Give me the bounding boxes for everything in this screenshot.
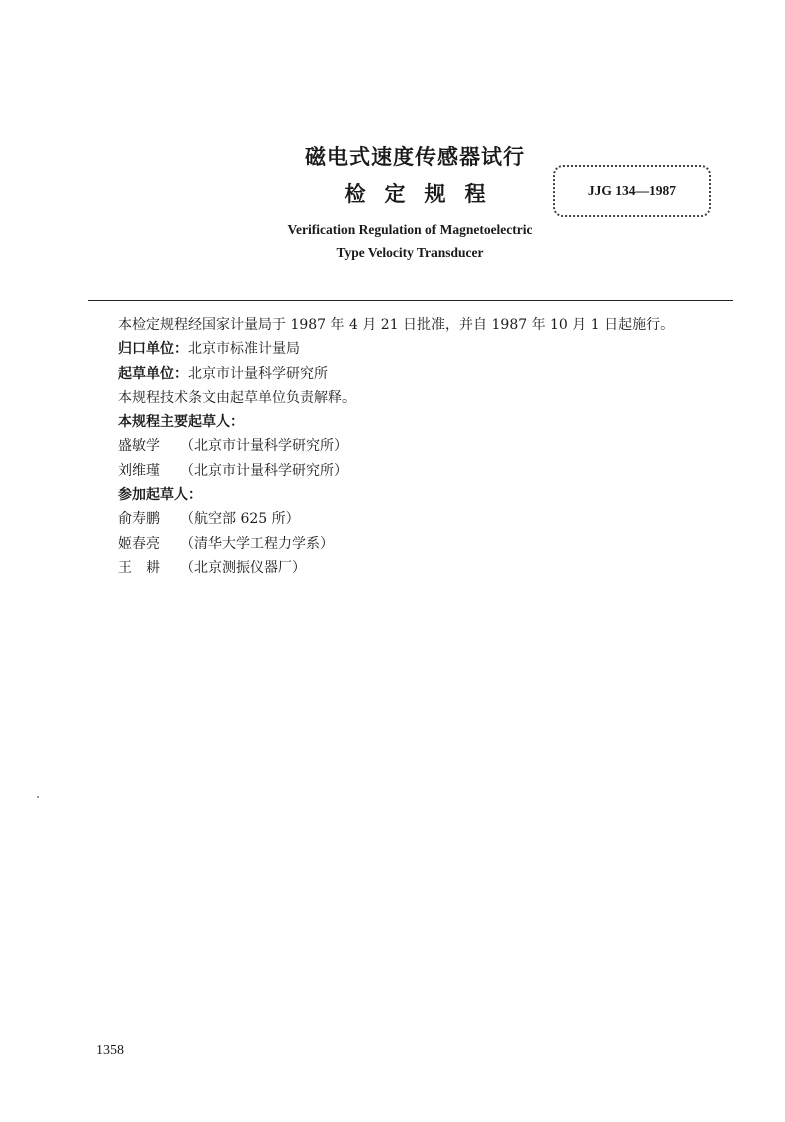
participant-name: 姬春亮	[118, 535, 160, 552]
interpretation-statement: 本规程技术条文由起草单位负责解释。	[118, 389, 356, 406]
participant-org: （航空部 625 所）	[180, 511, 300, 528]
responsible-unit-label: 归口单位：	[118, 341, 188, 358]
header-divider	[88, 300, 733, 301]
title-english-line2: Type Velocity Transducer	[336, 245, 484, 260]
drafter-row	[118, 459, 738, 483]
participating-drafters-label: 参加起草人：	[118, 487, 202, 504]
drafting-unit-line	[118, 362, 738, 386]
drafting-unit-value: 北京市计量科学研究所	[188, 365, 328, 382]
participant-name: 王 耕	[118, 559, 160, 576]
title-chinese-line2: 检定规程	[344, 182, 505, 206]
participant-org: （清华大学工程力学系）	[180, 535, 334, 552]
title-english-line1: Verification Regulation of Magnetoelectric	[287, 222, 533, 237]
drafter-org: （北京市计量科学研究所）	[180, 462, 348, 479]
approval-statement: 本检定规程经国家计量局于 1987 年 4 月 21 日批准，并自 1987 年 10 月 1 日起施行。	[118, 317, 675, 333]
drafter-row	[118, 434, 738, 458]
regulation-code: JJG 134—1987	[587, 183, 677, 198]
main-drafters-label: 本规程主要起草人：	[118, 414, 244, 431]
participant-row	[118, 532, 738, 556]
document-body	[118, 313, 738, 580]
participant-row	[118, 507, 738, 531]
participant-org: （北京测振仪器厂）	[180, 559, 306, 576]
drafting-unit-label: 起草单位：	[118, 365, 188, 382]
page-number: 1358	[96, 1043, 124, 1058]
responsible-unit-value: 北京市标准计量局	[188, 341, 300, 358]
title-chinese-line1: 磁电式速度传感器试行	[305, 145, 525, 169]
drafter-org: （北京市计量科学研究所）	[180, 438, 348, 455]
participant-name: 俞寿鹏	[118, 511, 160, 528]
responsible-unit-line	[118, 337, 738, 361]
drafter-name: 刘维瑾	[118, 462, 160, 479]
regulation-code-box	[553, 165, 711, 217]
scan-speck	[37, 796, 39, 798]
participant-row	[118, 556, 738, 580]
drafter-name: 盛敏学	[118, 438, 160, 455]
